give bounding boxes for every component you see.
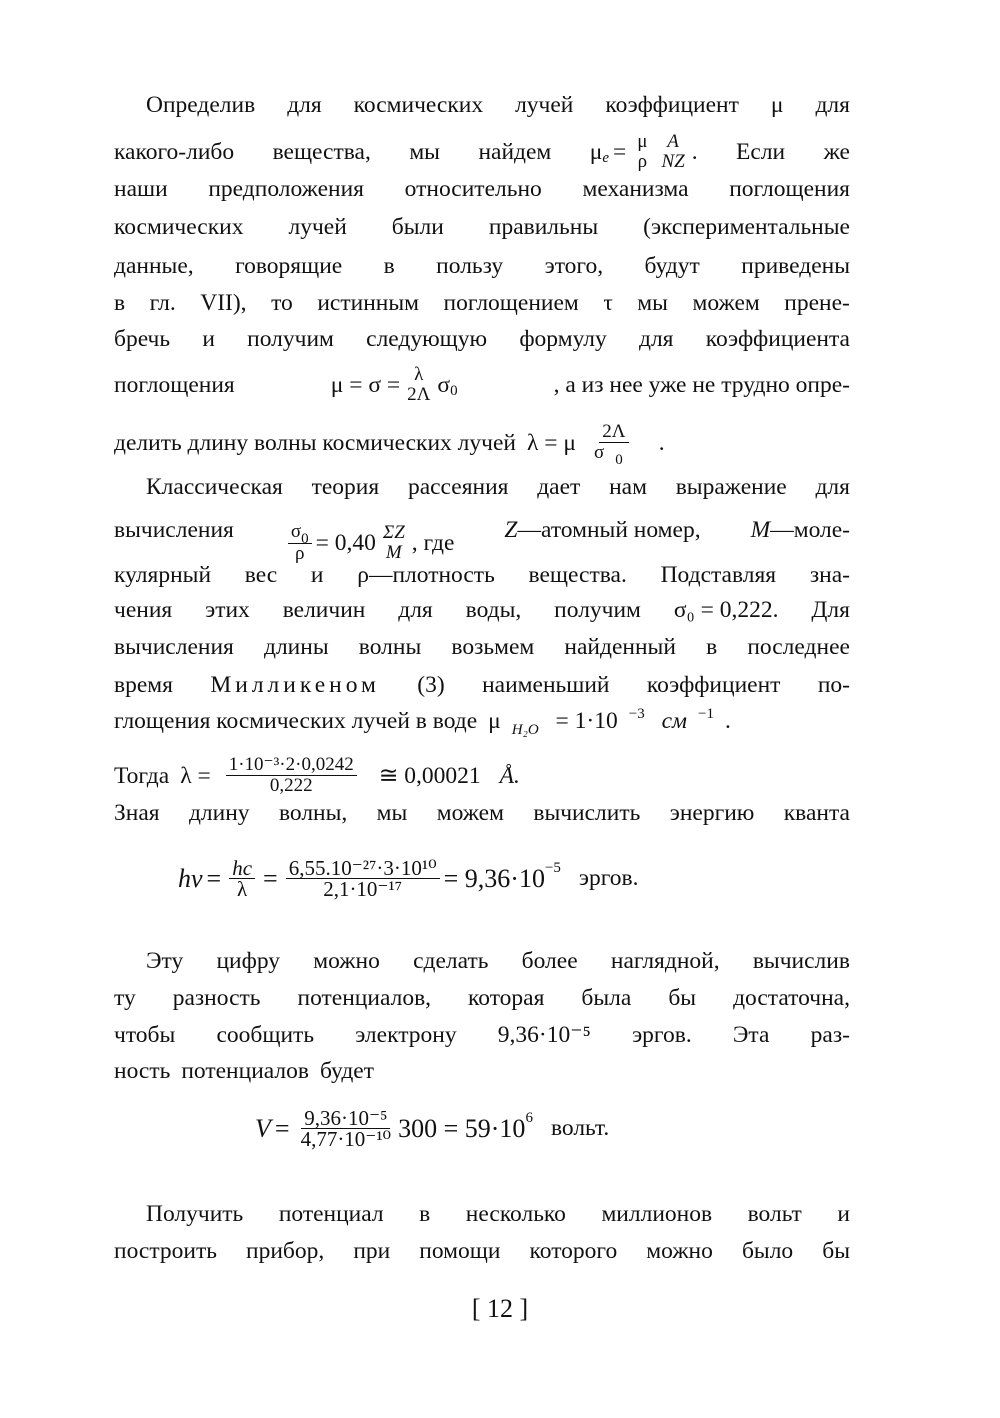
fraction-denominator: λ [237, 877, 248, 901]
word: нам [609, 474, 647, 500]
word: длины [264, 634, 329, 660]
word: (3) [417, 672, 445, 698]
word: кулярный [114, 562, 212, 588]
word: Если [736, 139, 786, 165]
word: говорящие [235, 253, 343, 279]
p1-line-7 [114, 324, 850, 354]
word: для [815, 92, 850, 118]
p1-line-9 [114, 421, 850, 468]
word: в [419, 1201, 431, 1227]
p1-line-8 [114, 365, 850, 405]
word: будет [320, 1058, 374, 1084]
word: наглядной, [610, 948, 720, 974]
p1-line-3 [114, 174, 850, 204]
math-superscript: −1 [698, 706, 714, 722]
word: предположения [208, 176, 364, 202]
fraction [591, 421, 648, 468]
word: электрону [355, 1022, 457, 1048]
word: при [353, 1238, 391, 1264]
fraction-numerator: 1·10⁻³·2·0,0242 [226, 755, 357, 776]
math-symbol: σ [437, 372, 451, 398]
math-unit: см [661, 708, 688, 734]
fraction [658, 132, 687, 172]
word: найденный [564, 634, 676, 660]
text-run: —моле- [770, 517, 850, 543]
word: в [383, 253, 395, 279]
word: прене- [784, 290, 850, 316]
word: раз- [810, 1022, 850, 1048]
fraction [298, 1108, 395, 1149]
fraction-denominator: 2Λ [407, 384, 431, 405]
math-superscript: 6 [525, 1110, 533, 1126]
word: которого [529, 1238, 618, 1264]
word: были [391, 214, 444, 240]
math-unit: Å. [499, 762, 520, 789]
word: получим [247, 326, 334, 352]
word: более [521, 948, 578, 974]
fraction-numerator: λ [414, 364, 424, 385]
word: вольт. [550, 1115, 610, 1141]
word: длину [188, 800, 250, 826]
word: ность [114, 1058, 171, 1084]
inline-formula [526, 421, 676, 468]
p1-line-4 [114, 212, 850, 242]
word: ту [114, 985, 136, 1011]
word: Подставляя [660, 562, 777, 588]
word: истинным [317, 290, 420, 316]
p2-line-1 [146, 472, 850, 502]
word: которая [468, 985, 545, 1011]
fraction-denominator: 0,222 [269, 775, 313, 796]
word: прибор, [246, 1238, 325, 1264]
fraction [380, 523, 408, 563]
word: в [706, 634, 718, 660]
word: в [114, 290, 126, 316]
word: механизма [582, 176, 689, 202]
word: эргов. [632, 1022, 692, 1048]
math-expression: = 9,36·10 [443, 863, 545, 893]
p1-line-1 [146, 90, 850, 120]
word: бы [822, 1238, 850, 1264]
word: следующую [366, 326, 488, 352]
word: Эта [732, 1022, 770, 1048]
word: мы [409, 139, 440, 165]
inline-formula [590, 132, 698, 172]
p1-line-5 [114, 251, 850, 281]
word: сделать [413, 948, 489, 974]
math-subscript: H₂O [511, 722, 539, 738]
fraction-denominator: NZ [661, 151, 685, 172]
math-symbol: M [750, 517, 771, 543]
math-symbol: = [274, 1113, 290, 1143]
math-expression: = 1·10 [555, 708, 618, 734]
word: коэффициент [605, 92, 739, 118]
word: Определив [146, 92, 256, 118]
fraction-denominator: σ [593, 442, 605, 463]
word: поглощения [729, 176, 850, 202]
word: последнее [747, 634, 850, 660]
word: найдем [478, 139, 552, 165]
math-symbol: hν [178, 863, 203, 893]
p3-line-2 [114, 983, 850, 1013]
word: мы [637, 290, 668, 316]
author-name: Милликеном [210, 672, 380, 698]
math-expression: 9,36·10⁻⁵ [497, 1022, 591, 1048]
word: вещества. [528, 562, 627, 588]
p2-line-6 [114, 670, 850, 700]
fraction-numerator: σ [290, 521, 302, 542]
word: правильны [488, 214, 599, 240]
display-formula-energy [178, 858, 639, 899]
word: бречь [114, 326, 171, 352]
word: Для [811, 597, 850, 623]
math-symbol: . [691, 139, 698, 165]
math-symbol: = [263, 863, 278, 893]
fraction [404, 365, 433, 405]
word: теория [311, 474, 380, 500]
word: мы [376, 800, 408, 826]
word: по- [817, 672, 850, 698]
fraction [634, 132, 650, 172]
word: коэффициент [646, 672, 781, 698]
fraction-denominator: ρ [637, 151, 648, 172]
math-subscript: e [602, 150, 610, 166]
word: волны [358, 634, 422, 660]
math-superscript: −5 [544, 860, 561, 876]
p2-line-9 [114, 798, 850, 828]
word: (экспериментальные [643, 214, 850, 240]
word: Зная [114, 800, 160, 826]
word: дает [537, 474, 581, 500]
word: гл. [149, 290, 176, 316]
word: энергию [669, 800, 755, 826]
word: VII), [200, 290, 247, 316]
word: коэффициента [705, 326, 850, 352]
p2-line-7 [114, 706, 850, 739]
word: ρ—плотность [357, 562, 495, 588]
fraction-numerator: hc [229, 858, 255, 879]
word: разность [172, 985, 261, 1011]
word: можем [436, 800, 504, 826]
word: поглощения [114, 372, 235, 398]
fraction [229, 858, 255, 899]
word: потенциалов, [297, 985, 432, 1011]
display-formula-voltage [255, 1108, 609, 1149]
word: же [823, 139, 850, 165]
math-superscript: −3 [628, 706, 645, 722]
inline-formula [180, 755, 531, 796]
math-expression: μ = σ = [330, 372, 401, 398]
word: вычисления [114, 634, 234, 660]
word: этого, [544, 253, 604, 279]
word: μ [770, 92, 784, 118]
word: миллионов [601, 1201, 713, 1227]
word: возьмем [451, 634, 535, 660]
word: волны, [278, 800, 348, 826]
word: вычисления [114, 517, 234, 543]
word: эргов. [578, 865, 639, 891]
word: построить [114, 1238, 217, 1264]
p3-line-4 [114, 1056, 850, 1086]
math-expression: = 0,40 [315, 530, 376, 556]
math-subscript: 0 [301, 531, 309, 547]
p2-line-2 [114, 515, 850, 564]
word: то [271, 290, 293, 316]
inline-formula [331, 365, 458, 405]
fraction-denominator: 2,1·10⁻¹⁷ [323, 877, 403, 901]
word: формулу [519, 326, 607, 352]
math-expression: ≅ 0,00021 [378, 762, 481, 789]
word: кванта [783, 800, 850, 826]
word: несколько [465, 1201, 566, 1227]
word: чтобы [114, 1022, 176, 1048]
word: Тогда [114, 762, 170, 789]
word: наименьший [482, 672, 610, 698]
inline-formula [284, 522, 454, 564]
word: космических [353, 92, 484, 118]
inline-formula [488, 706, 742, 739]
word: относительно [404, 176, 542, 202]
p1-line-6 [114, 288, 850, 318]
p2-line-8 [114, 755, 850, 796]
word: для [639, 326, 674, 352]
word: вещества, [272, 139, 371, 165]
word: цифру [216, 948, 281, 974]
word: можно [313, 948, 380, 974]
word: зна- [809, 562, 850, 588]
math-symbol: μ [488, 708, 501, 734]
fraction-denominator: ρ [295, 543, 305, 564]
word: чения [114, 597, 173, 623]
fraction-numerator: A [667, 131, 679, 152]
word: этих [205, 597, 250, 623]
fraction [288, 522, 312, 564]
word: воды, [465, 597, 522, 623]
word: и [310, 562, 324, 588]
word: какого-либо [114, 139, 235, 165]
fraction-numerator: 9,36·10⁻⁵ [301, 1108, 390, 1129]
word: Получить [146, 1201, 244, 1227]
page-number: [ 12 ] [471, 1294, 529, 1323]
math-symbol: . [658, 430, 665, 456]
p4-line-1 [146, 1199, 850, 1229]
word: вес [244, 562, 278, 588]
word: пользу [436, 253, 504, 279]
text-run: делить длину волны космических лучей [114, 430, 516, 456]
word: приведены [741, 253, 850, 279]
word: для [398, 597, 433, 623]
word: будут [644, 253, 700, 279]
fraction-numerator: 2Λ [599, 422, 628, 443]
p2-line-5 [114, 632, 850, 662]
word: данные, [114, 253, 194, 279]
fraction-numerator: 6,55.10⁻²⁷·3·10¹⁰ [286, 858, 440, 879]
word: помощи [419, 1238, 501, 1264]
word: лучей [515, 92, 574, 118]
word: потенциалов [181, 1058, 309, 1084]
fraction-denominator: 4,77·10⁻¹⁰ [300, 1127, 392, 1151]
p2-line-4 [114, 595, 850, 625]
word: сообщить [216, 1022, 315, 1048]
word: τ [603, 290, 613, 316]
word: получим [554, 597, 641, 623]
math-subscript: 0 [450, 383, 458, 399]
math-expression: λ = μ [526, 430, 576, 456]
word: время [114, 672, 173, 698]
fraction-numerator: ΣZ [382, 522, 405, 543]
word: вычислив [752, 948, 850, 974]
word: лучей [288, 214, 347, 240]
word: космических [114, 214, 244, 240]
text-run: , где [411, 530, 455, 556]
word: можем [692, 290, 760, 316]
math-symbol: = [613, 139, 627, 165]
fraction [226, 755, 368, 796]
word: Классическая [146, 474, 283, 500]
math-symbol: μ [589, 139, 603, 165]
p1-line-2 [114, 132, 850, 172]
word: и [837, 1201, 850, 1227]
word: потенциал [278, 1201, 384, 1227]
word: Эту [146, 948, 184, 974]
fraction-denominator: M [385, 542, 402, 563]
word: бы [668, 985, 697, 1011]
word: вычислить [533, 800, 641, 826]
math-symbol: V [255, 1113, 271, 1143]
word: для [815, 474, 850, 500]
fraction-numerator: μ [637, 131, 648, 152]
word: для [287, 92, 322, 118]
word: достаточна, [733, 985, 850, 1011]
fraction [286, 858, 440, 899]
math-expression: 300 = 59·10 [398, 1113, 526, 1143]
math-expression: σ₀ = 0,222. [673, 597, 779, 623]
word: было [741, 1238, 794, 1264]
word: выражение [675, 474, 787, 500]
text-run: —атомный номер, [517, 517, 701, 543]
text-run: , а из нее уже не трудно опре- [553, 372, 850, 398]
p2-line-3 [114, 560, 850, 590]
p3-line-3 [114, 1020, 850, 1050]
word: была [581, 985, 632, 1011]
word: вольт [747, 1201, 802, 1227]
math-subscript: 0 [615, 452, 623, 468]
p4-line-2 [114, 1236, 850, 1266]
math-symbol: = [206, 863, 222, 893]
word: можно [646, 1238, 713, 1264]
word: и [202, 326, 215, 352]
word: рассеяния [407, 474, 509, 500]
word: величин [282, 597, 366, 623]
math-symbol: Z [504, 517, 518, 543]
p3-line-1 [146, 946, 850, 976]
math-expression: λ = [180, 762, 211, 789]
word: поглощением [443, 290, 579, 316]
math-symbol: . [725, 708, 731, 734]
text-run: глощения космических лучей в воде [114, 708, 478, 734]
word: наши [114, 176, 168, 202]
